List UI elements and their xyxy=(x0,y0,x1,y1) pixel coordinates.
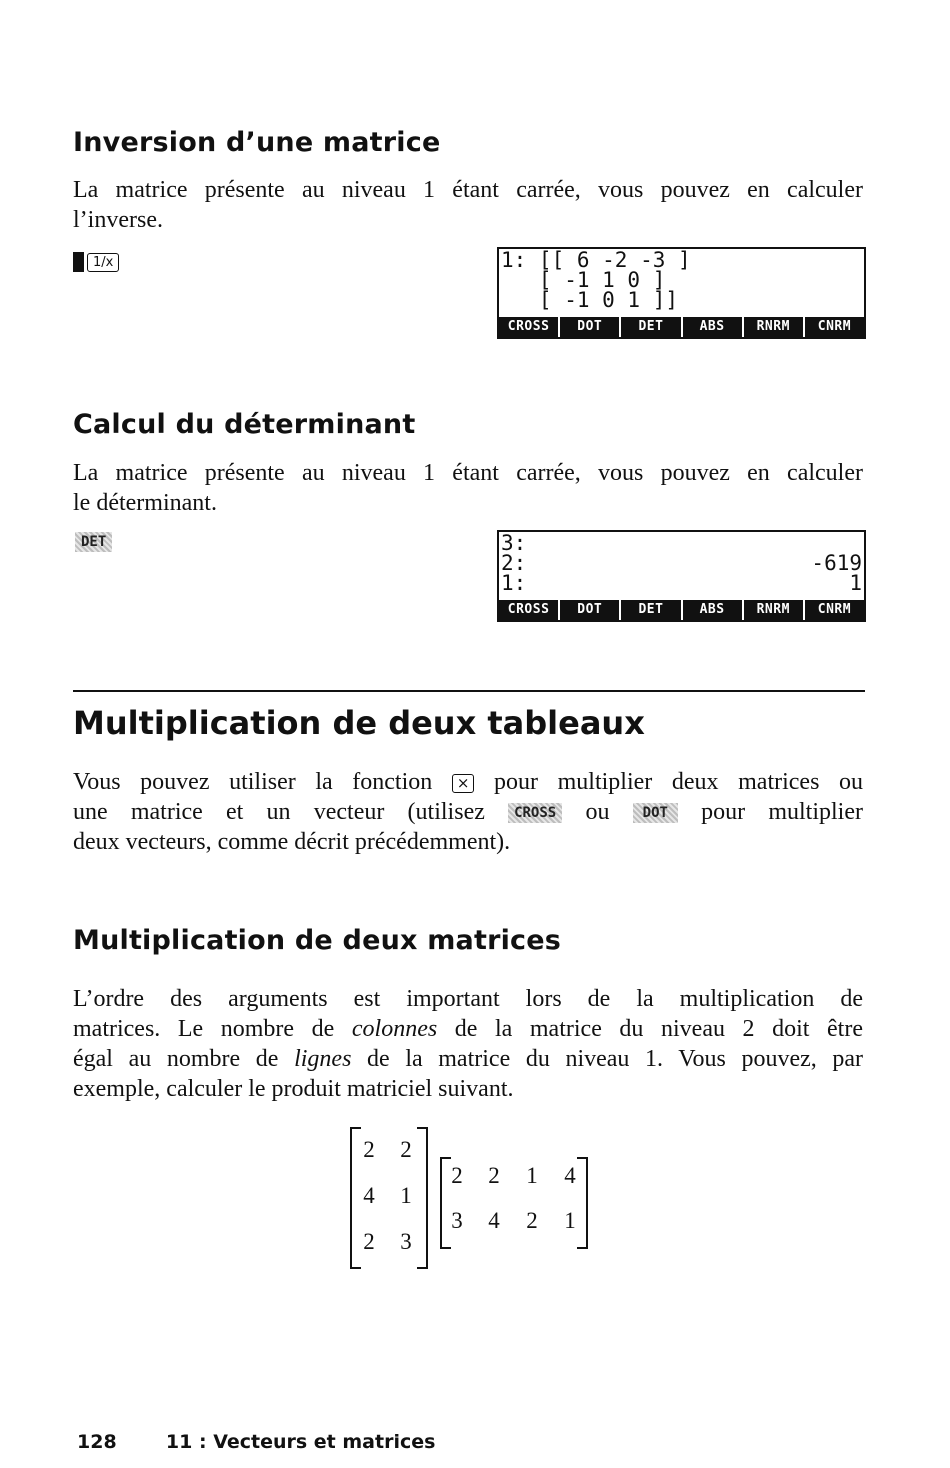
para-line xyxy=(73,797,863,827)
para-multiplication xyxy=(73,767,863,857)
menu-key-det: DET xyxy=(621,600,680,620)
page-footer xyxy=(77,1431,435,1453)
page-number: 128 xyxy=(77,1431,117,1453)
para-line xyxy=(73,1014,863,1044)
menu-key-cnrm: CNRM xyxy=(805,600,864,620)
matrix-a-cell: 1 xyxy=(400,1183,412,1208)
text: une matrice et un vecteur (utilisez xyxy=(73,799,485,825)
para-line: La matrice présente au niveau 1 étant carrée, vous pouvez en calculer xyxy=(73,460,863,486)
menu-key-dot: DOT xyxy=(560,600,619,620)
calculator-screen-inverse xyxy=(497,247,866,339)
heading-multiplication: Multiplication de deux tableaux xyxy=(73,704,645,742)
para-line: La matrice présente au niveau 1 étant carrée, vous pouvez en calculer xyxy=(73,177,863,203)
text: ou xyxy=(585,799,610,825)
para-determinant xyxy=(73,458,863,518)
cross-softkey: CROSS xyxy=(508,803,562,823)
matrix-a-cell: 3 xyxy=(400,1229,412,1254)
text: de la matrice du niveau 2 doit être xyxy=(454,1016,863,1042)
para-matrices xyxy=(73,984,863,1104)
menu-key-cnrm: CNRM xyxy=(805,317,864,337)
dot-softkey: DOT xyxy=(633,803,678,823)
matrix-b-cell: 2 xyxy=(451,1163,463,1188)
menu-key-det: DET xyxy=(621,317,680,337)
inverse-key: 1/x xyxy=(87,253,119,272)
screen-row: [ -1 1 0 ] xyxy=(501,268,666,292)
matrix-a-cell: 4 xyxy=(363,1183,375,1208)
menu-key-cross: CROSS xyxy=(499,317,558,337)
menu-key-abs: ABS xyxy=(683,600,742,620)
calculator-screen-det xyxy=(497,530,866,622)
text: Vous pouvez utiliser la fonction xyxy=(73,769,433,795)
screen-row: 1: [[ 6 -2 -3 ] xyxy=(501,248,691,272)
heading-inversion: Inversion d’une matrice xyxy=(73,127,441,158)
matrix-b-cell: 1 xyxy=(564,1208,576,1233)
para-line: l’inverse. xyxy=(73,207,163,233)
chapter-title: 11 : Vecteurs et matrices xyxy=(165,1431,436,1453)
menu-key-cross: CROSS xyxy=(499,600,558,620)
para-inversion xyxy=(73,175,863,235)
para-line: exemple, calculer le produit matriciel suivant. xyxy=(73,1076,514,1102)
stack-level: 2: xyxy=(501,551,527,575)
matrix-a-cell: 2 xyxy=(363,1229,375,1254)
matrix-b-cell: 2 xyxy=(526,1208,538,1233)
keystroke-inverse xyxy=(73,252,119,272)
text: égal au nombre de xyxy=(73,1046,279,1072)
matrix-a-cell: 2 xyxy=(400,1137,412,1162)
para-line: L’ordre des arguments est important lors de la multiplication de xyxy=(73,986,863,1012)
stack-value: -619 xyxy=(811,551,862,575)
det-softkey: DET xyxy=(75,532,112,552)
matrix-a-cell: 2 xyxy=(363,1137,375,1162)
menu-key-rnrm: RNRM xyxy=(744,317,803,337)
menu-key-abs: ABS xyxy=(683,317,742,337)
matrix-b-cell: 1 xyxy=(526,1163,538,1188)
emphasis: lignes xyxy=(294,1046,352,1072)
heading-matrices: Multiplication de deux matrices xyxy=(73,925,562,956)
menu-key-rnrm: RNRM xyxy=(744,600,803,620)
stack-level: 1: xyxy=(501,571,527,595)
stack-value: 1 xyxy=(849,571,862,595)
text: pour multiplier deux matrices ou xyxy=(494,769,864,795)
text: de la matrice du niveau 1. Vous pouvez, par xyxy=(367,1046,864,1072)
screen-row: [ -1 0 1 ]] xyxy=(501,288,679,312)
para-line: deux vecteurs, comme décrit précédemment). xyxy=(73,829,511,855)
multiply-key: × xyxy=(452,774,475,793)
shift-key-icon xyxy=(73,252,84,272)
matrix-product xyxy=(345,1125,605,1275)
stack-level: 3: xyxy=(501,531,527,555)
matrix-b-cell: 4 xyxy=(488,1208,500,1233)
matrix-b-cell: 4 xyxy=(564,1163,576,1188)
keystroke-det xyxy=(75,532,112,552)
heading-determinant: Calcul du déterminant xyxy=(73,409,416,440)
menu-key-dot: DOT xyxy=(560,317,619,337)
section-divider xyxy=(73,690,865,692)
para-line xyxy=(73,767,863,797)
para-line: le déterminant. xyxy=(73,490,217,516)
matrix-b-cell: 2 xyxy=(488,1163,500,1188)
emphasis: colonnes xyxy=(351,1016,438,1042)
text: matrices. Le nombre de xyxy=(73,1016,335,1042)
menu-bar xyxy=(499,316,864,337)
text: pour multiplier xyxy=(701,799,863,825)
para-line xyxy=(73,1044,863,1074)
menu-bar xyxy=(499,599,864,620)
matrix-b-cell: 3 xyxy=(451,1208,463,1233)
